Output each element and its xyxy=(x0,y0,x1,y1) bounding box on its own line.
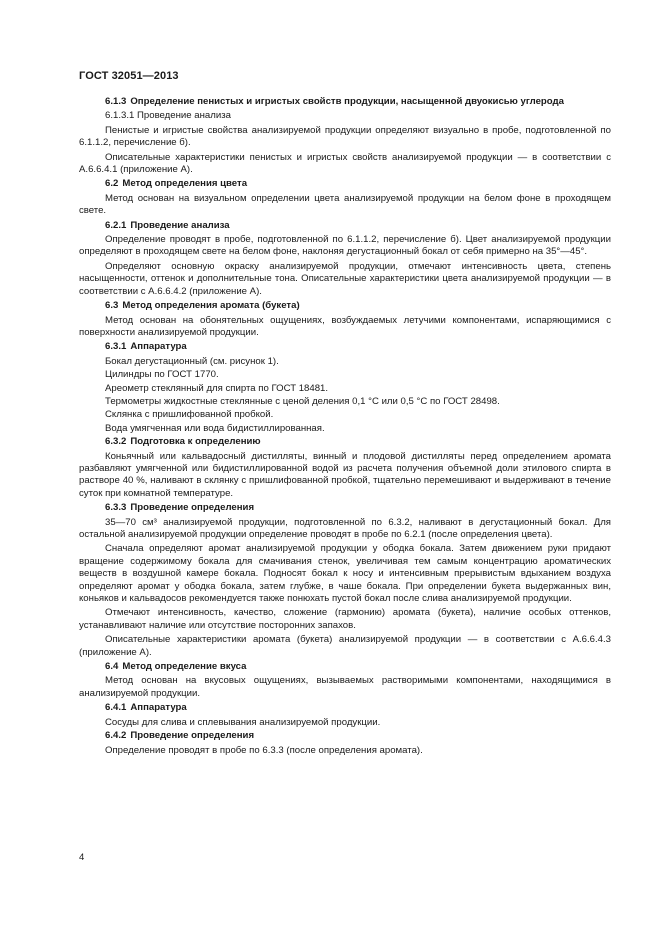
list-item: Цилиндры по ГОСТ 1770. xyxy=(105,369,219,381)
paragraph: Коньячный или кальвадосный дистилляты, винный и плодовой дистилляты перед определением аромата разбавляют умягченной или бидистиллированной водой из расчета получения объемной доли этилового спирта в растворе 40 %, наливают в склянку с пришлифованной пробкой, тщательно перемешивают и выдерживают в течение суток при комнатной температуре. xyxy=(79,450,611,499)
section-heading xyxy=(79,502,611,514)
section-heading xyxy=(79,300,611,312)
section-heading xyxy=(79,220,611,232)
section-title: Определение пенистых и игристых свойств продукции, насыщенной двуокисью углерода xyxy=(130,96,564,107)
section-number: 6.2.1 xyxy=(105,219,127,231)
section-title: Проведение определения xyxy=(130,502,255,514)
section-number: 6.3.2 xyxy=(105,436,127,448)
paragraph: Описательные характеристики аромата (букета) анализируемой продукции — в соответствии с А.6.6.4.3 (приложение А). xyxy=(79,634,611,658)
section-heading xyxy=(79,436,611,448)
section-number: 6.4.2 xyxy=(105,730,127,742)
paragraph: 6.1.3.1 Проведение анализа xyxy=(105,110,231,122)
section-heading xyxy=(79,702,611,714)
section-heading xyxy=(79,730,611,742)
section-heading xyxy=(79,341,611,353)
section-number: 6.2 xyxy=(105,178,119,190)
paragraph: 35—70 см³ анализируемой продукции, подготовленной по 6.3.2, наливают в дегустационный бокал. Для остальной анализируемой продукции определение проводят в пробе по 6.2.1 (после определения цвета). xyxy=(79,516,611,540)
paragraph: Определяют основную окраску анализируемой продукции, отмечают интенсивность цвета, степень насыщенности, оттенок и дополнительные тона. Описательные характеристики цвета анализируемой продукции — в соответствии с А.6.6.4.2 (приложение А). xyxy=(79,260,611,297)
document-header: ГОСТ 32051—2013 xyxy=(79,70,179,82)
paragraph: Определение проводят в пробе по 6.3.3 (после определения аромата). xyxy=(105,744,423,756)
section-number: 6.3 xyxy=(105,300,119,312)
section-title: Аппаратура xyxy=(130,341,187,353)
list-item: Вода умягченная или вода бидистиллированная. xyxy=(105,422,325,434)
section-title: Проведение определения xyxy=(130,730,255,742)
document-body xyxy=(79,95,611,759)
section-heading xyxy=(79,178,611,190)
section-number: 6.4.1 xyxy=(105,702,127,714)
paragraph: Метод основан на визуальном определении цвета анализируемой продукции на белом фоне в проходящем свете. xyxy=(79,192,611,217)
section-heading xyxy=(79,96,611,108)
paragraph: Сначала определяют аромат анализируемой продукции у ободка бокала. Затем движением руки придают вращение содержимому бокала для смачивания стенок, увеличивая тем самым концентрацию ароматических веществ в воздушной камере бокала. Подносят бокал к носу и интенсивным прерывистым вдыханием воздуха определяют аромат у ободка бокала, затем глубже, в чаше бокала. При определении букета выдержанных вин, коньяков и кальвадосов рекомендуется также понюхать пустой бокал после слива анализируемой продукции. xyxy=(79,543,611,605)
page-number: 4 xyxy=(79,852,85,863)
section-number: 6.1.3 xyxy=(105,96,127,107)
section-title: Проведение анализа xyxy=(130,219,230,231)
section-number: 6.3.1 xyxy=(105,341,127,353)
section-number: 6.3.3 xyxy=(105,502,127,514)
paragraph: Определение проводят в пробе, подготовленной по 6.1.1.2, перечисление б). Цвет анализируемой продукции определяют в проходящем свете на белом фоне, наклоняя дегустационный бокал от себя примерно на 35°—45°. xyxy=(79,234,611,258)
list-item: Бокал дегустационный (см. рисунок 1). xyxy=(105,355,279,367)
paragraph: Метод основан на вкусовых ощущениях, вызываемых растворимыми компонентами, находящимися в анализируемой продукции. xyxy=(79,675,611,699)
list-item: Сосуды для слива и сплевывания анализируемой продукции. xyxy=(105,716,381,728)
section-title: Подготовка к определению xyxy=(130,436,261,448)
paragraph: Метод основан на обонятельных ощущениях, возбуждаемых летучими компонентами, испаряющимися с поверхности анализируемой продукции. xyxy=(79,314,611,338)
list-item: Ареометр стеклянный для спирта по ГОСТ 18481. xyxy=(105,382,329,394)
section-number: 6.4 xyxy=(105,661,119,673)
paragraph: Пенистые и игристые свойства анализируемой продукции определяют визуально в пробе, подготовленной по 6.1.1.2, перечисление б). xyxy=(79,124,611,149)
section-title: Аппаратура xyxy=(130,702,187,714)
section-title: Метод определение вкуса xyxy=(122,661,247,673)
list-item: Склянка с пришлифованной пробкой. xyxy=(105,409,274,421)
section-title: Метод определения аромата (букета) xyxy=(122,300,300,312)
paragraph: Описательные характеристики пенистых и игристых свойств анализируемой продукции — в соответствии с А.6.6.4.1 (приложение А). xyxy=(79,151,611,176)
paragraph: Отмечают интенсивность, качество, сложение (гармонию) аромата (букета), наличие особых оттенков, устанавливают наличие или отсутствие посторонних запахов. xyxy=(79,607,611,631)
section-title: Метод определения цвета xyxy=(122,178,248,190)
list-item: Термометры жидкостные стеклянные с ценой деления 0,1 °С или 0,5 °С по ГОСТ 28498. xyxy=(105,395,500,407)
section-heading xyxy=(79,661,611,673)
